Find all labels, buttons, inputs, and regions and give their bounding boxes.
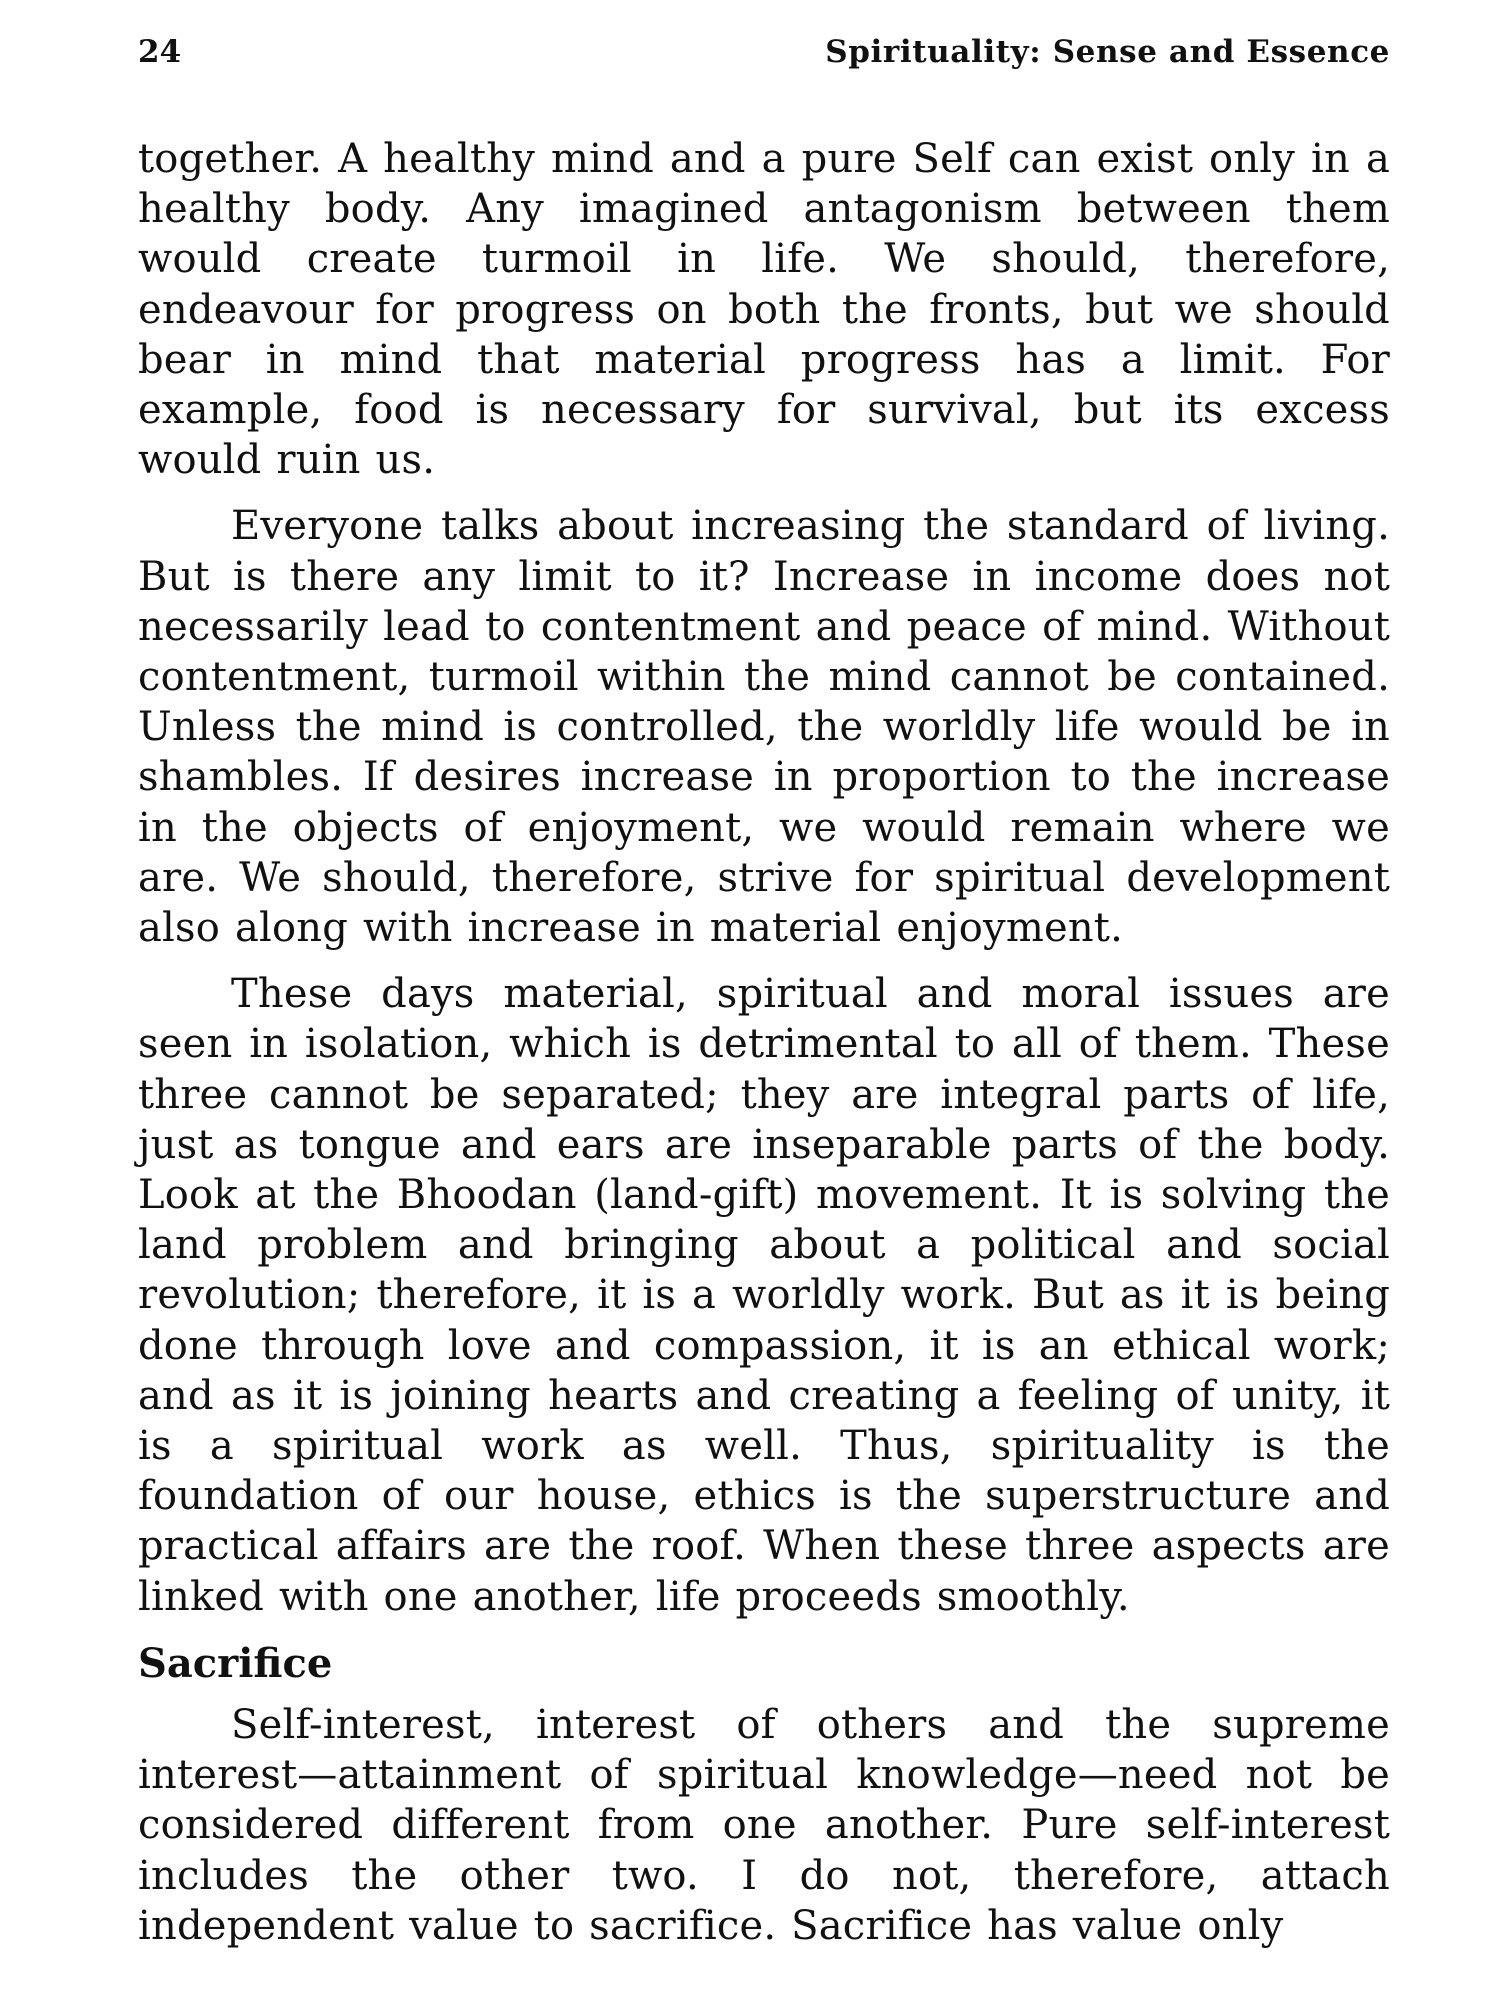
page-header xyxy=(138,34,1390,82)
paragraph-material-spiritual-moral: These days material, spiritual and moral issues are seen in isolation, which is detrimental to all of them. These three cannot be separated; they are integral parts of life, just as tongue and ears are inseparable parts of the body. Look at the Bhoodan (land-gift) movement. It is solving the land problem and bringing about a political and social revolution; therefore, it is a worldly work. But as it is being done through love and compassion, it is an ethical work; and as it is joining hearts and creating a feeling of unity, it is a spiritual work as well. Thus, spirituality is the foundation of our house, ethics is the superstructure and practical affairs are the roof. When these three aspects are linked with one another, life proceeds smoothly. xyxy=(138,971,1390,1620)
paragraph-sacrifice: Self-interest, interest of others and the supreme interest—attainment of spiritual knowledge—need not be considered different from one another. Pure self-interest includes the other two. I do not, therefore, attach independent value to sacrifice. Sacrifice has value only xyxy=(138,1701,1390,1949)
page-number: 24 xyxy=(138,34,182,70)
paragraph-standard-of-living: Everyone talks about increasing the standard of living. But is there any limit to it? Increase in income does not necessarily lead to contentment and peace of mind. Without contentment, turmoil within the mind cannot be contained. Unless the mind is controlled, the worldly life would be in shambles. If desires increase in proportion to the increase in the objects of enjoyment, we would remain where we are. We should, therefore, strive for spiritual development also along with increase in material enjoyment. xyxy=(138,503,1390,952)
section-heading: Sacrifice xyxy=(138,1639,333,1687)
page-body xyxy=(138,134,1390,1951)
paragraph-continued: together. A healthy mind and a pure Self can exist only in a healthy body. Any imagined antagonism between them would create turmoil in life. We should, therefore, endeavour for progress on both the fronts, but we should bear in mind that material progress has a limit. For example, food is necessary for survival, but its excess would ruin us. xyxy=(138,136,1390,484)
running-title: Spirituality: Sense and Essence xyxy=(825,34,1390,70)
